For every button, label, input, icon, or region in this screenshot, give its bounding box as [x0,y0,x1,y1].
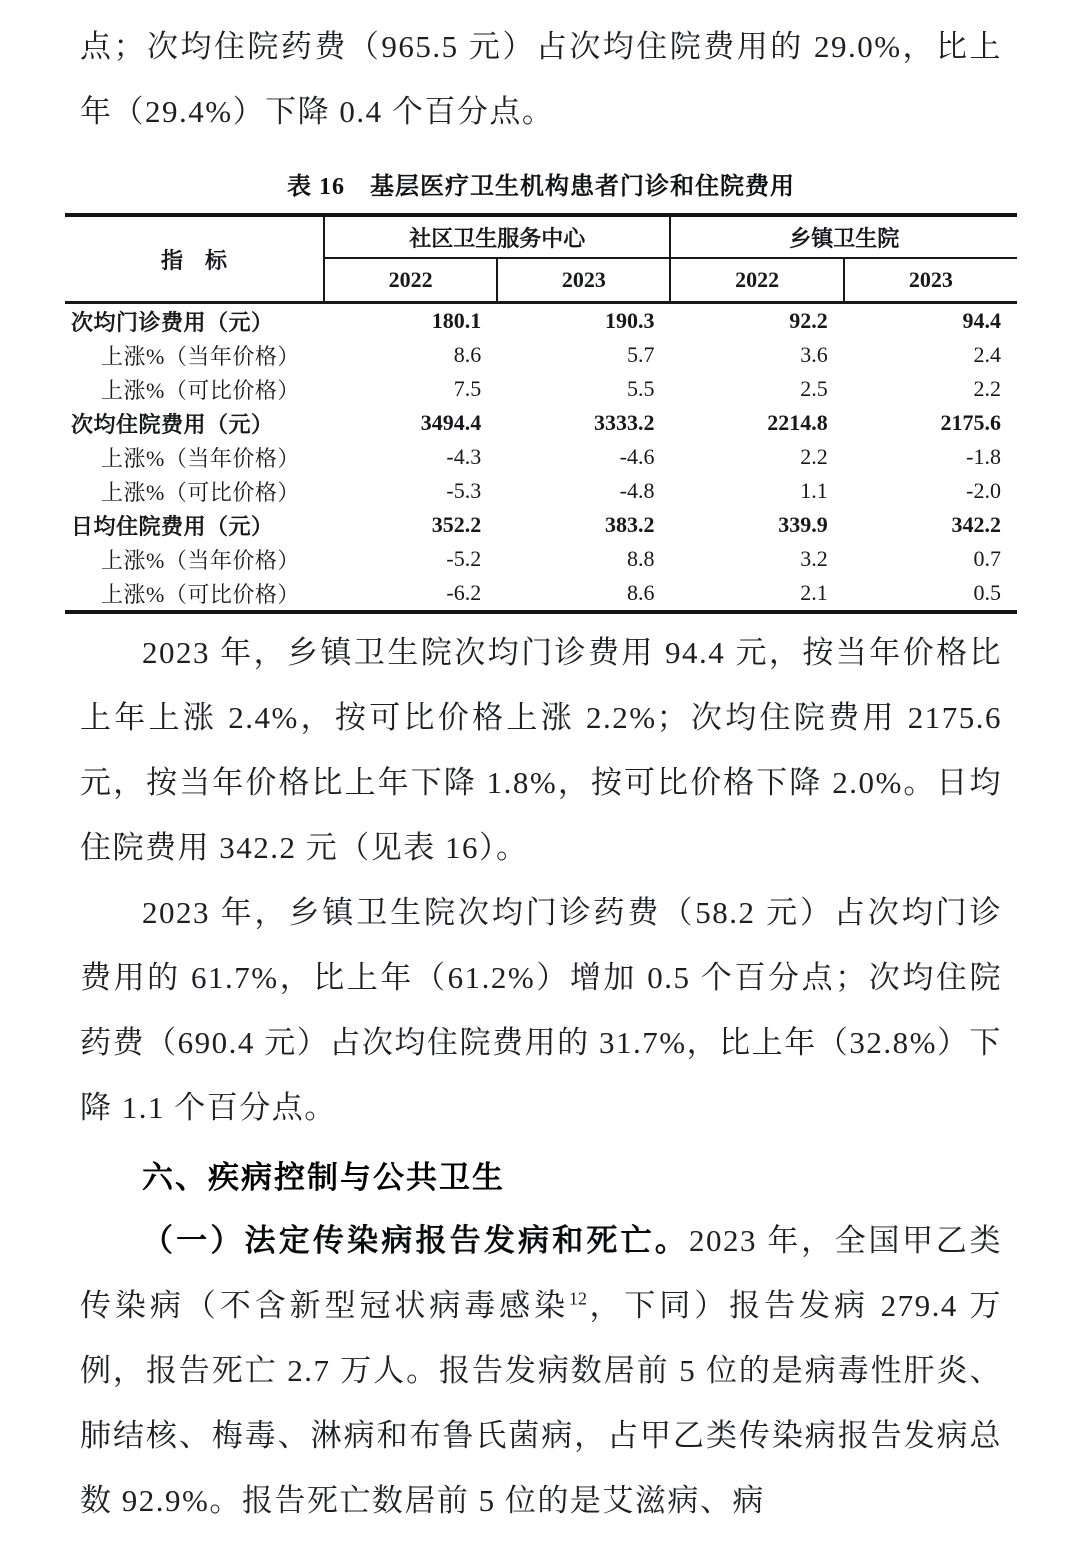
document-page [71,14,1003,1533]
table-row [65,542,1017,576]
row-value: 3494.4 [420,410,482,435]
paragraph-infectious-disease-report [80,1208,1002,1533]
row-value: -6.2 [446,580,482,605]
row-label: 上涨%（可比价格） [101,479,300,505]
table-row [65,338,1017,372]
row-value: -1.8 [966,444,1001,469]
row-value: 190.3 [604,308,655,333]
table-row [65,303,1017,339]
row-value: 5.7 [626,342,655,367]
row-value: 352.2 [431,512,482,537]
table-row [65,440,1017,474]
row-value: 94.4 [962,308,1001,333]
row-value: 5.5 [626,376,655,401]
row-value: 92.2 [789,308,828,333]
paragraph-text-before-footnote: 2023 年，全国甲乙类传染病（不含新型冠状病毒感染 [80,1223,1003,1323]
row-value: 3.6 [800,342,828,367]
row-label: 上涨%（当年价格） [101,343,300,369]
header-year-community-2023: 2023 [497,258,670,303]
paragraph-township-drug-cost-share: 2023 年，乡镇卫生院次均门诊药费（58.2 元）占次均门诊费用的 61.7%，比上年（61.2%）增加 0.5 个百分点；次均住院药费（690.4 元）占次均住院费用的 31.7%，比上年（32.8%）下降 1.1 个百分点。 [80,895,1002,1125]
row-label: 上涨%（可比价格） [101,377,300,403]
subsection-title-notifiable-diseases: （一）法定传染病报告发病和死亡。 [142,1223,689,1258]
row-label: 上涨%（当年价格） [101,547,300,573]
header-group-township-centers: 乡镇卫生院 [670,215,1017,258]
row-value: 3.2 [800,546,828,571]
header-group-community-centers: 社区卫生服务中心 [324,215,671,258]
header-year-township-2023: 2023 [844,258,1017,303]
row-value: 2.2 [800,444,828,469]
row-value: -5.2 [446,546,482,571]
row-value: 8.6 [453,342,482,367]
table-16-outpatient-inpatient-costs [65,213,1017,614]
paragraph-text-after-footnote: ，下同）报告发病 279.4 万例，报告死亡 2.7 万人。报告发病数居前 5 位的是病毒性肝炎、肺结核、梅毒、淋病和布鲁氏菌病，占甲乙类传染病报告发病总数 92.9%。报告死亡数居前 5 位的是艾滋病、病 [80,1288,1003,1518]
row-label: 日均住院费用（元） [71,513,274,539]
row-label: 次均门诊费用（元） [71,309,274,335]
row-value: 342.2 [951,512,1001,537]
table-header [65,215,1017,303]
header-year-township-2022: 2022 [670,258,843,303]
paragraph-township-outpatient-costs: 2023 年，乡镇卫生院次均门诊费用 94.4 元，按当年价格比上年上涨 2.4%，按可比价格上涨 2.2%；次均住院费用 2175.6 元，按当年价格比上年下降 1.8%，按可比价格下降 2.0%。日均住院费用 342.2 元（见表 16）。 [80,635,1002,865]
row-value: 2214.8 [767,410,828,435]
row-value: 2175.6 [940,410,1001,435]
row-value: 383.2 [604,512,655,537]
row-label: 上涨%（当年价格） [101,445,300,471]
row-value: 0.7 [973,546,1001,571]
row-value: 0.5 [973,580,1001,605]
row-value: 1.1 [800,478,828,503]
row-value: 2.1 [800,580,828,605]
row-value: -2.0 [966,478,1001,503]
table-row [65,508,1017,542]
row-value: -4.6 [619,444,655,469]
row-value: 2.2 [973,376,1001,401]
row-value: -5.3 [446,478,482,503]
table-row [65,372,1017,406]
table-caption: 表 16 基层医疗卫生机构患者门诊和住院费用 [287,174,795,200]
table-body [65,303,1017,613]
section-heading-disease-control: 六、疾病控制与公共卫生 [142,1160,505,1195]
row-value: -4.8 [619,478,655,503]
table-row [65,474,1017,508]
row-value: 3333.2 [593,410,655,435]
row-value: 8.6 [626,580,655,605]
row-value: 2.5 [800,376,828,401]
row-value: 339.9 [778,512,828,537]
row-label: 上涨%（可比价格） [101,581,300,607]
row-value: 180.1 [431,308,482,333]
paragraph-inpatient-drug-cost: 点；次均住院药费（965.5 元）占次均住院费用的 29.0%，比上年（29.4%）下降 0.4 个百分点。 [80,29,1002,129]
row-value: 7.5 [453,376,482,401]
header-year-community-2022: 2022 [324,258,497,303]
table-row [65,576,1017,612]
row-value: 8.8 [626,546,655,571]
row-value: -4.3 [446,444,482,469]
row-value: 2.4 [973,342,1001,367]
header-indicator: 指 标 [65,215,324,303]
footnote-marker-12: 12 [569,1288,588,1309]
row-label: 次均住院费用（元） [71,411,274,437]
table-row [65,406,1017,440]
